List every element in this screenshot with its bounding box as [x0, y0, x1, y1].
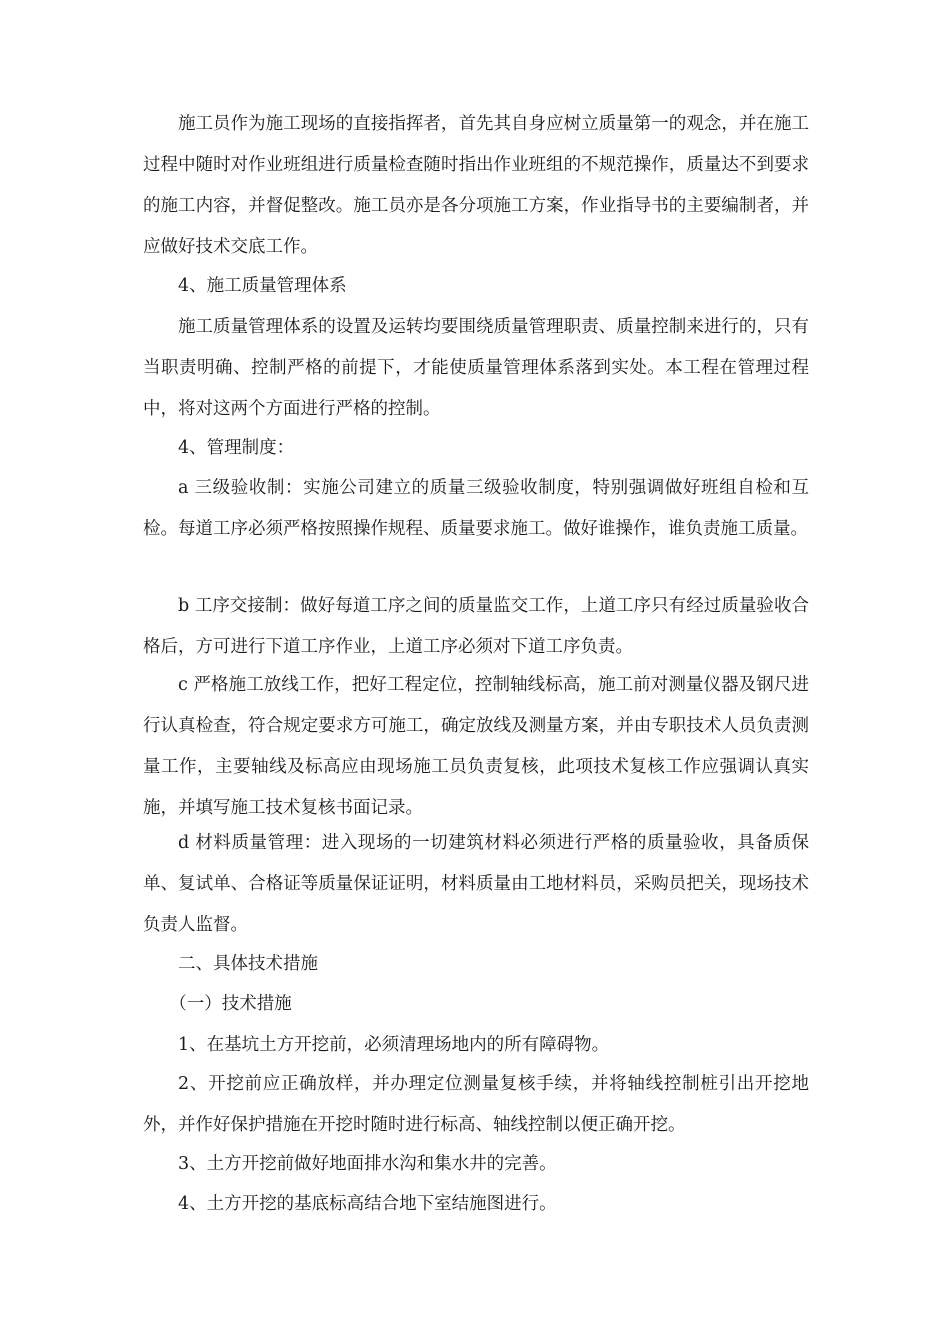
list-item-3: 3、土方开挖前做好地面排水沟和集水井的完善。 — [178, 1154, 557, 1174]
heading-quality-management-system: 4、施工质量管理体系 — [178, 276, 347, 296]
heading-technical-measures: 二、具体技术措施 — [178, 954, 318, 974]
heading-technical-measures-sub: （一）技术措施 — [169, 994, 292, 1014]
heading-management-rules: 4、管理制度： — [178, 438, 295, 458]
paragraph-rule-b-process-handover: b 工序交接制：做好每道工序之间的质量监交工作，上道工序只有经过质量验收合格后，方可进行下道工序作业，上道工序必须对下道工序负责。 — [143, 596, 809, 657]
list-item-4: 4、土方开挖的基底标高结合地下室结施图进行。 — [178, 1194, 557, 1214]
list-item-1: 1、在基坑土方开挖前，必须清理场地内的所有障碍物。 — [178, 1035, 610, 1055]
paragraph-rule-d-material-quality: d 材料质量管理：进入现场的一切建筑材料必须进行严格的质量验收，具备质保单、复试单、合格证等质量保证证明，材料质量由工地材料员，采购员把关，现场技术负责人监督。 — [143, 833, 809, 935]
paragraph-rule-c-setting-out: c 严格施工放线工作，把好工程定位，控制轴线标高，施工前对测量仪器及钢尺进行认真检查，符合规定要求方可施工，确定放线及测量方案，并由专职技术人员负责测量工作，主要轴线及标高应由现场施工员负责复核，此项技术复核工作应强调认真实施，并填写施工技术复核书面记录。 — [143, 675, 809, 818]
paragraph-construction-worker-role: 施工员作为施工现场的直接指挥者，首先其自身应树立质量第一的观念，并在施工过程中随时对作业班组进行质量检查随时指出作业班组的不规范操作，质量达不到要求的施工内容，并督促整改。施工员亦是各分项施工方案，作业指导书的主要编制者，并应做好技术交底工作。 — [143, 114, 809, 257]
paragraph-quality-system-description: 施工质量管理体系的设置及运转均要围绕质量管理职责、质量控制来进行的，只有当职责明确、控制严格的前提下，才能使质量管理体系落到实处。本工程在管理过程中，将对这两个方面进行严格的控制。 — [143, 317, 809, 419]
paragraph-rule-a-three-level-acceptance: a 三级验收制：实施公司建立的质量三级验收制度，特别强调做好班组自检和互检。每道工序必须严格按照操作规程、质量要求施工。做好谁操作，谁负责施工质量。 — [143, 478, 809, 539]
list-item-2: 2、开挖前应正确放样，并办理定位测量复核手续，并将轴线控制桩引出开挖地外，并作好保护措施在开挖时随时进行标高、轴线控制以便正确开挖。 — [143, 1074, 809, 1135]
